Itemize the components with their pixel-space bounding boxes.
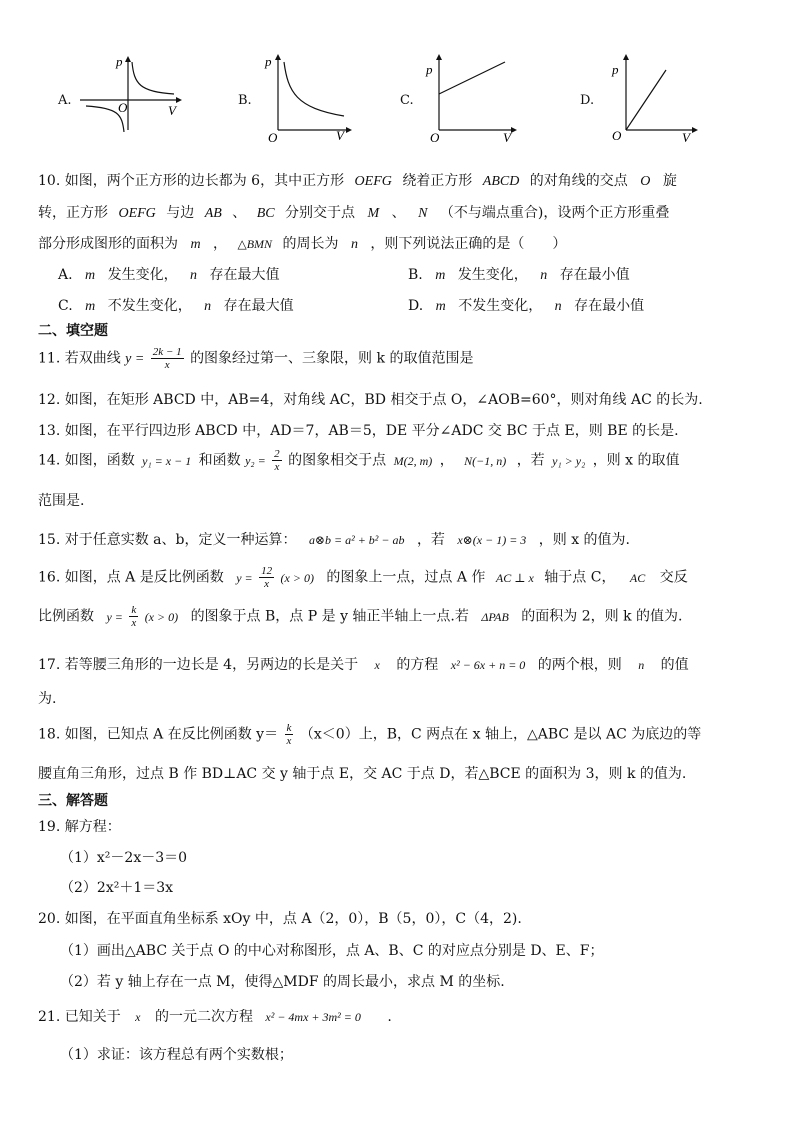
graph-a-v-label: V — [168, 103, 176, 118]
q16-fraction-1: $\frac{12}{x}$ — [261, 565, 273, 590]
question-11: 11. 若双曲线 y = $\frac{2k - 1}{x}$ 的图象经过第一、三象限，则 k 的取值范围是 — [38, 346, 474, 371]
q11-fraction: $\frac{2k - 1}{x}$ — [152, 346, 182, 371]
q14-fraction: $\frac{2}{x}$ — [274, 448, 280, 473]
q18-fraction: $\frac{k}{x}$ — [286, 722, 292, 747]
question-20-part-2: （2）若 y 轴上存在一点 M，使得△MDF 的周长最小，求点 M 的坐标. — [60, 974, 505, 990]
question-12: 12. 如图，在矩形 ABCD 中，AB=4，对角线 AC，BD 相交于点 O，∠AOB=60°，则对角线 AC 的长为. — [38, 392, 703, 408]
graph-a-p-label: p — [116, 54, 123, 69]
question-19-part-1: （1）x²－2x－3＝0 — [60, 850, 188, 866]
graph-a-origin-label: O — [118, 100, 128, 115]
question-15: 15. 对于任意实数 a、b，定义一种运算： a⊗b = a² + b² − ab ，若 x⊗(x − 1) = 3 ，则 x 的值为. — [38, 532, 630, 548]
graph-c-p-label: p — [426, 62, 433, 77]
graph-option-b-label: B. — [238, 93, 252, 108]
question-17-line-1: 17. 若等腰三角形的一边长是 4，另两边的长是关于 x 的方程 x² − 6x + n = 0 的两个根，则 n 的值 — [38, 657, 689, 673]
graph-option-c-label: C. — [400, 93, 414, 108]
question-18-line-2: 腰直角三角形，过点 B 作 BD⊥AC 交 y 轴于点 E，交 AC 于点 D，若△BCE 的面积为 3，则 k 的值为. — [38, 766, 687, 782]
q16-fraction-2: $\frac{k}{x}$ — [131, 604, 137, 629]
question-16-line-2: 比例函数 y = $\frac{k}{x}$ (x > 0) 的图象于点 B，点 P 是 y 轴正半轴上一点.若 ΔPAB 的面积为 2，则 k 的值为. — [38, 604, 683, 629]
question-16-line-1: 16. 如图，点 A 是反比例函数 y = $\frac{12}{x}$ (x > 0) 的图象上一点，过点 A 作 AC ⊥ x 轴于点 C， AC 交反 — [38, 565, 688, 590]
q10-line-2: 转，正方形 OEFG 与边 AB 、 BC 分别交于点 M 、 N （不与端点重合)，设两个正方形重叠 — [38, 205, 670, 221]
question-18-line-1: 18. 如图，已知点 A 在反比例函数 y＝ $\frac{k}{x}$ （x＜0）上，B，C 两点在 x 轴上，△ABC 是以 AC 为底边的等 — [38, 722, 702, 747]
graph-d-v-label: V — [682, 130, 690, 142]
q10-line-1: 10. 如图，两个正方形的边长都为 6，其中正方形 OEFG 绕着正方形 ABCD 的对角线的交点 O 旋 — [38, 173, 677, 189]
q10-option-d: D. m 不发生变化， n 存在最小值 — [408, 298, 645, 314]
graph-c-line-with-intercept — [425, 52, 520, 142]
graph-a-hyperbola — [78, 52, 188, 132]
q10-line-3: 部分形成图形的面积为 m ， △BMN 的周长为 n ，则下列说法正确的是（ ） — [38, 236, 567, 252]
question-13: 13. 如图，在平行四边形 ABCD 中，AD＝7，AB＝5，DE 平分∠ADC 交 BC 于点 E，则 BE 的长是. — [38, 423, 679, 439]
question-17-line-2: 为. — [38, 691, 57, 707]
graph-option-a-label: A. — [58, 93, 72, 108]
graph-c-origin-label: O — [430, 130, 440, 142]
graph-option-d-label: D. — [580, 93, 595, 108]
graph-d-p-label: p — [612, 62, 619, 77]
graph-b-p-label: p — [265, 54, 272, 69]
question-14-line-2: 范围是. — [38, 493, 85, 509]
graph-b-decreasing-curve — [262, 52, 352, 142]
question-19-title: 19. 解方程： — [38, 819, 121, 835]
question-21-title: 21. 已知关于 x 的一元二次方程 x² − 4mx + 3m² = 0 . — [38, 1009, 392, 1025]
question-20-part-1: （1）画出△ABC 关于点 O 的中心对称图形，点 A、B、C 的对应点分别是 D、E、F； — [60, 943, 604, 959]
graph-b-origin-label: O — [268, 130, 278, 142]
question-20-title: 20. 如图，在平面直角坐标系 xOy 中，点 A（2，0），B（5，0），C（4，2). — [38, 911, 522, 927]
graph-d-origin-label: O — [612, 128, 622, 142]
graph-b-v-label: V — [336, 128, 344, 142]
section-heading-solve: 三、解答题 — [38, 793, 108, 809]
question-21-part-1: （1）求证：该方程总有两个实数根； — [60, 1047, 293, 1063]
q10-option-c: C. m 不发生变化， n 存在最大值 — [58, 298, 294, 314]
question-19-part-2: （2）2x²＋1＝3x — [60, 880, 174, 896]
graph-c-v-label: V — [503, 130, 511, 142]
question-14-line-1: 14. 如图，函数 y₁ = x − 1 和函数 y₂ = $\frac{2}{x}$ 的图象相交于点 M(2, m) ， N(−1, n) ，若 y₁ > y₂ ，则 x 的取值 — [38, 448, 680, 473]
q10-option-a: A. m 发生变化， n 存在最大值 — [58, 267, 280, 283]
section-heading-fill-in: 二、填空题 — [38, 323, 108, 339]
graph-d-line-through-origin — [610, 52, 700, 142]
q10-option-b: B. m 发生变化， n 存在最小值 — [408, 267, 630, 283]
